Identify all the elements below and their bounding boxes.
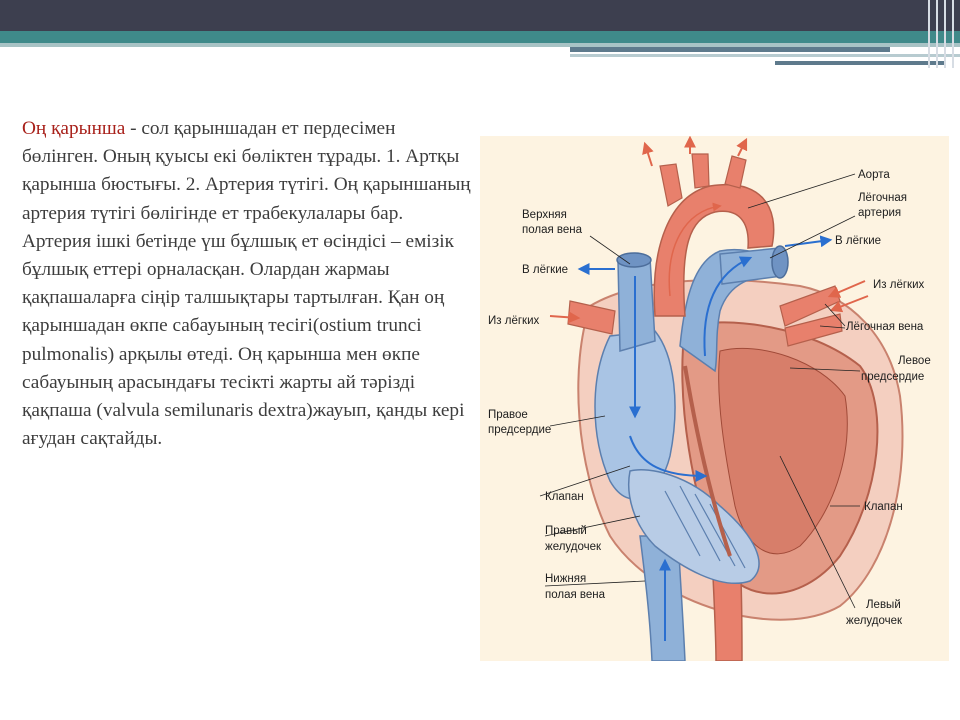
aortic-branch-2: [692, 154, 709, 188]
label-inferior-vena-cava-1: Нижняя: [545, 573, 587, 585]
superior-vena-cava-opening: [617, 253, 651, 267]
header-corner-lines: [924, 0, 960, 68]
label-valve-right: Клапан: [864, 501, 903, 513]
label-right-ventricle-1: Правый: [545, 525, 587, 537]
label-left-ventricle-1: Левый: [866, 599, 901, 611]
label-superior-vena-cava-1: Верхняя: [522, 209, 567, 221]
label-to-lungs-right: В лёгкие: [835, 235, 882, 247]
header-dark-band: [570, 47, 890, 52]
label-left-ventricle-2: желудочек: [846, 615, 903, 627]
label-right-atrium-2: предсердие: [488, 424, 552, 436]
label-pulmonary-artery-2: артерия: [858, 207, 902, 219]
label-aorta: Аорта: [858, 169, 890, 181]
header-short-band: [775, 61, 945, 65]
label-right-atrium-1: Правое: [488, 409, 528, 421]
label-from-lungs-left: Из лёгких: [488, 315, 540, 327]
label-from-lungs-right: Из лёгких: [873, 279, 925, 291]
slide-body-text: [22, 115, 472, 453]
superior-vena-cava: [618, 258, 655, 351]
body-paragraph: - сол қарыншадан ет пердесімен бөлінген. Оның қуысы екі бөліктен тұрады. 1. Артқы қарынша бюстығы. 2. Артерия түтігі. Оң қарыншаның артерия түтігі бөлігінде ет трабекулалары бар. Артерия ішкі бетінде үш бұлшық ет өсіндісі – емізік бұлшық еттері орналасқан. Олардан жармаы қақпашаларға сіңір талшықтары тартылған. Қан оң қарыншадан өкпе сабауының тесігі(ostium trunci pulmonalis) арқылы өтеді. Оң қарынша мен өкпе сабауының арасындағы тесікті жарты ай тәрізді қақпаша (valvula semilunaris dextra)жауып, қанды кері ағудан сақтайды.: [22, 118, 471, 450]
header-pale-band: [570, 54, 960, 57]
pulmonary-artery-opening: [772, 246, 788, 278]
header-bar: [0, 0, 960, 31]
label-right-ventricle-2: желудочек: [545, 541, 602, 553]
label-pulmonary-artery-1: Лёгочная: [858, 192, 907, 204]
label-left-atrium-1: Левое: [898, 355, 931, 367]
label-superior-vena-cava-2: полая вена: [522, 224, 583, 236]
label-left-atrium-2: предсердие: [861, 371, 925, 383]
label-inferior-vena-cava-2: полая вена: [545, 589, 606, 601]
label-pulmonary-vein: Лёгочная вена: [846, 321, 924, 333]
header-accent-stripe: [0, 31, 960, 43]
label-valve-left: Клапан: [545, 491, 584, 503]
heart-diagram: [480, 136, 949, 661]
term-right-ventricle: Оң қарынша: [22, 118, 126, 139]
label-to-lungs-left: В лёгкие: [522, 264, 569, 276]
